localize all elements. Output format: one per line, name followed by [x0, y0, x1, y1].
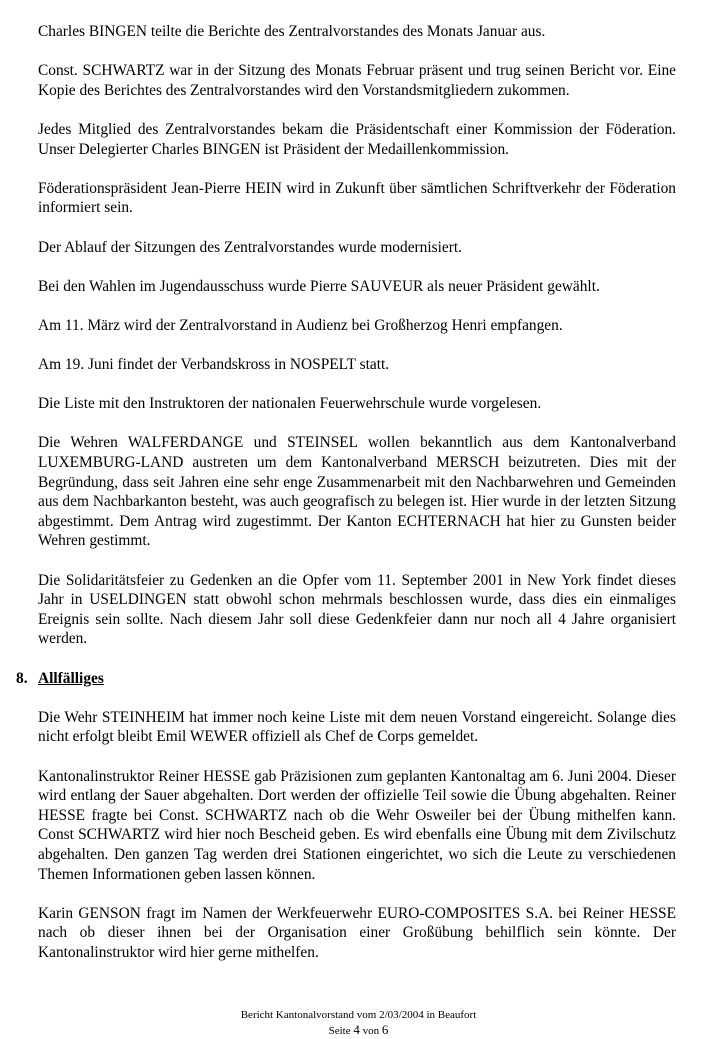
paragraph: Am 11. März wird der Zentralvorstand in Audienz bei Großherzog Henri empfangen. — [38, 316, 563, 334]
section-heading — [16, 669, 676, 689]
paragraph: Die Wehren WALFERDANGE und STEINSEL wollen bekanntlich aus dem Kantonalverband LUXEMBURG-LAND austreten um dem Kantonalverband MERSCH beizutreten. Dies mit der Begründung, dass seit Jahren eine sehr enge Zusammenarbeit mit den Nachbarwehren und Gemeinden aus dem Nachbarkanton besteht, was auch geografisch zu belegen ist. Hier wurde in der letzten Sitzung abgestimmt. Dem Antrag wird zugestimmt. Der Kanton ECHTERNACH hat hier zu Gunsten beider Wehren gestimmt. — [38, 434, 676, 550]
paragraph: Die Liste mit den Instruktoren der nationalen Feuerwehrschule wurde vorgelesen. — [38, 395, 542, 413]
paragraph: Karin GENSON fragt im Namen der Werkfeuerwehr EURO-COMPOSITES S.A. bei Reiner HESSE nach ob dieser ihnen bei der Organisation einer Großübung behilflich sein könnte. Der Kantonalinstruktor wird hier gerne mithelfen. — [38, 904, 676, 961]
paragraph: Die Wehr STEINHEIM hat immer noch keine Liste mit dem neuen Vorstand eingereicht. Solange dies nicht erfolgt bleibt Emil WEWER offiziell als Chef de Corps gemeldet. — [38, 708, 676, 746]
paragraph: Föderationspräsident Jean-Pierre HEIN wird in Zukunft über sämtlichen Schriftverkehr der Föderation informiert sein. — [38, 179, 676, 217]
footer-report-title: Bericht Kantonalvorstand vom 2/03/2004 in Beaufort — [240, 1009, 477, 1021]
paragraph: Charles BINGEN teilte die Berichte des Zentralvorstandes des Monats Januar aus. — [38, 23, 546, 40]
paragraph: Der Ablauf der Sitzungen des Zentralvorstandes wurde modernisiert. — [38, 238, 462, 256]
paragraph: Kantonalinstruktor Reiner HESSE gab Präzisionen zum geplanten Kantonaltag am 6. Juni 2004. Dieser wird entlang der Sauer abgehalten. Dort werden der offizielle Teil sowie die Übung abgehalten. Reiner HESSE fragte bei Const. SCHWARTZ nach ob die Wehr Osweiler bei der Übung mithelfen kann. Const SCHWARTZ wird hier noch Bescheid geben. Es wird ebenfalls eine Übung mit dem Zivilschutz abgehalten. Den ganzen Tag werden drei Stationen eingerichtet, wo sich die Leute zu verschiedenen Themen Informationen geben lassen können. — [38, 767, 676, 883]
footer-von-label: von — [362, 1025, 380, 1037]
section-title: Allfälliges — [38, 669, 104, 687]
footer-page-number — [0, 1023, 717, 1038]
footer-current-page: 4 — [353, 1022, 360, 1037]
paragraph: Am 19. Juni findet der Verbandskross in NOSPELT statt. — [38, 356, 390, 374]
document-body — [16, 22, 676, 963]
paragraph: Die Solidaritätsfeier zu Gedenken an die Opfer vom 11. September 2001 in New York findet dieses Jahr in USELDINGEN statt obwohl schon mehrmals beschlossen wurde, dass dies ein einmaliges Ereignis sein sollte. Nach diesem Jahr soll diese Gedenkfeier dann nur noch all 4 Jahre organisiert werden. — [38, 571, 676, 648]
section-number: 8. — [16, 669, 28, 687]
paragraph: Jedes Mitglied des Zentralvorstandes bekam die Präsidentschaft einer Kommission der Föderation. Unser Delegierter Charles BINGEN ist Präsident der Medaillenkommission. — [38, 120, 676, 158]
paragraph: Bei den Wahlen im Jugendausschuss wurde Pierre SAUVEUR als neuer Präsident gewählt. — [38, 277, 600, 295]
paragraph: Const. SCHWARTZ war in der Sitzung des Monats Februar präsent und trug seinen Bericht vor. Eine Kopie des Berichtes des Zentralvorstandes wird den Vorstandsmitgliedern zukommen. — [38, 62, 676, 99]
footer-seite-label: Seite — [328, 1025, 351, 1037]
footer-total-pages: 6 — [381, 1022, 389, 1037]
